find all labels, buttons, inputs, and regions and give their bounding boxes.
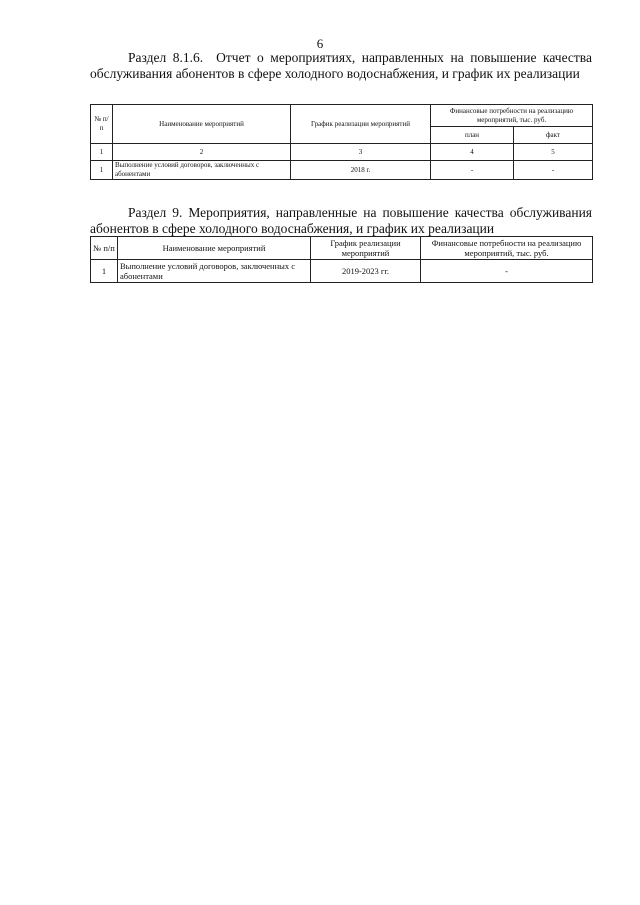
header-name: Наименование мероприятий: [118, 237, 311, 260]
column-number: 3: [291, 144, 431, 161]
table-header-row: [91, 105, 593, 127]
row-num: 1: [91, 161, 113, 180]
column-number-row: [91, 144, 593, 161]
section-9-heading: [90, 205, 592, 237]
header-schedule: График реализации мероприятий: [291, 105, 431, 144]
row-fact: -: [514, 161, 593, 180]
header-fact: факт: [514, 127, 593, 144]
section-9-table: [90, 236, 593, 283]
section-8-1-6-heading: [90, 50, 592, 82]
column-number: 1: [91, 144, 113, 161]
header-schedule: График реализации мероприятий: [311, 237, 421, 260]
table-row: [91, 161, 593, 180]
row-plan: -: [431, 161, 514, 180]
section-8-1-6-heading-prefix: Раздел 8.1.6.: [128, 50, 204, 65]
section-9-heading-prefix: Раздел 9.: [128, 205, 183, 220]
row-finance: -: [421, 260, 593, 283]
header-num: № п/п: [91, 237, 118, 260]
row-name: Выполнение условий договоров, заключенных с абонентами: [113, 161, 291, 180]
header-name: Наименование мероприятий: [113, 105, 291, 144]
header-finance: Финансовые потребности на реализацию мероприятий, тыс. руб.: [431, 105, 593, 127]
header-finance: Финансовые потребности на реализацию мероприятий, тыс. руб.: [421, 237, 593, 260]
column-number: 4: [431, 144, 514, 161]
row-name: Выполнение условий договоров, заключенных с абонентами: [118, 260, 311, 283]
section-8-1-6-table: [90, 104, 593, 180]
header-plan: план: [431, 127, 514, 144]
column-number: 2: [113, 144, 291, 161]
page-number: 6: [316, 36, 324, 51]
header-num: № п/п: [91, 105, 113, 144]
row-num: 1: [91, 260, 118, 283]
table-row: [91, 260, 593, 283]
table-header-row: [91, 237, 593, 260]
section-9-heading-text: Мероприятия, направленные на повышение качества обслуживания абонентов в сфере холодного водоснабжения, и график их реализации: [90, 205, 593, 236]
row-schedule: 2018 г.: [291, 161, 431, 180]
row-schedule: 2019-2023 гг.: [311, 260, 421, 283]
section-8-1-6-heading-text: Отчет о мероприятиях, направленных на повышение качества обслуживания абонентов в сфере холодного водоснабжения, и график их реализации: [90, 50, 592, 81]
column-number: 5: [514, 144, 593, 161]
